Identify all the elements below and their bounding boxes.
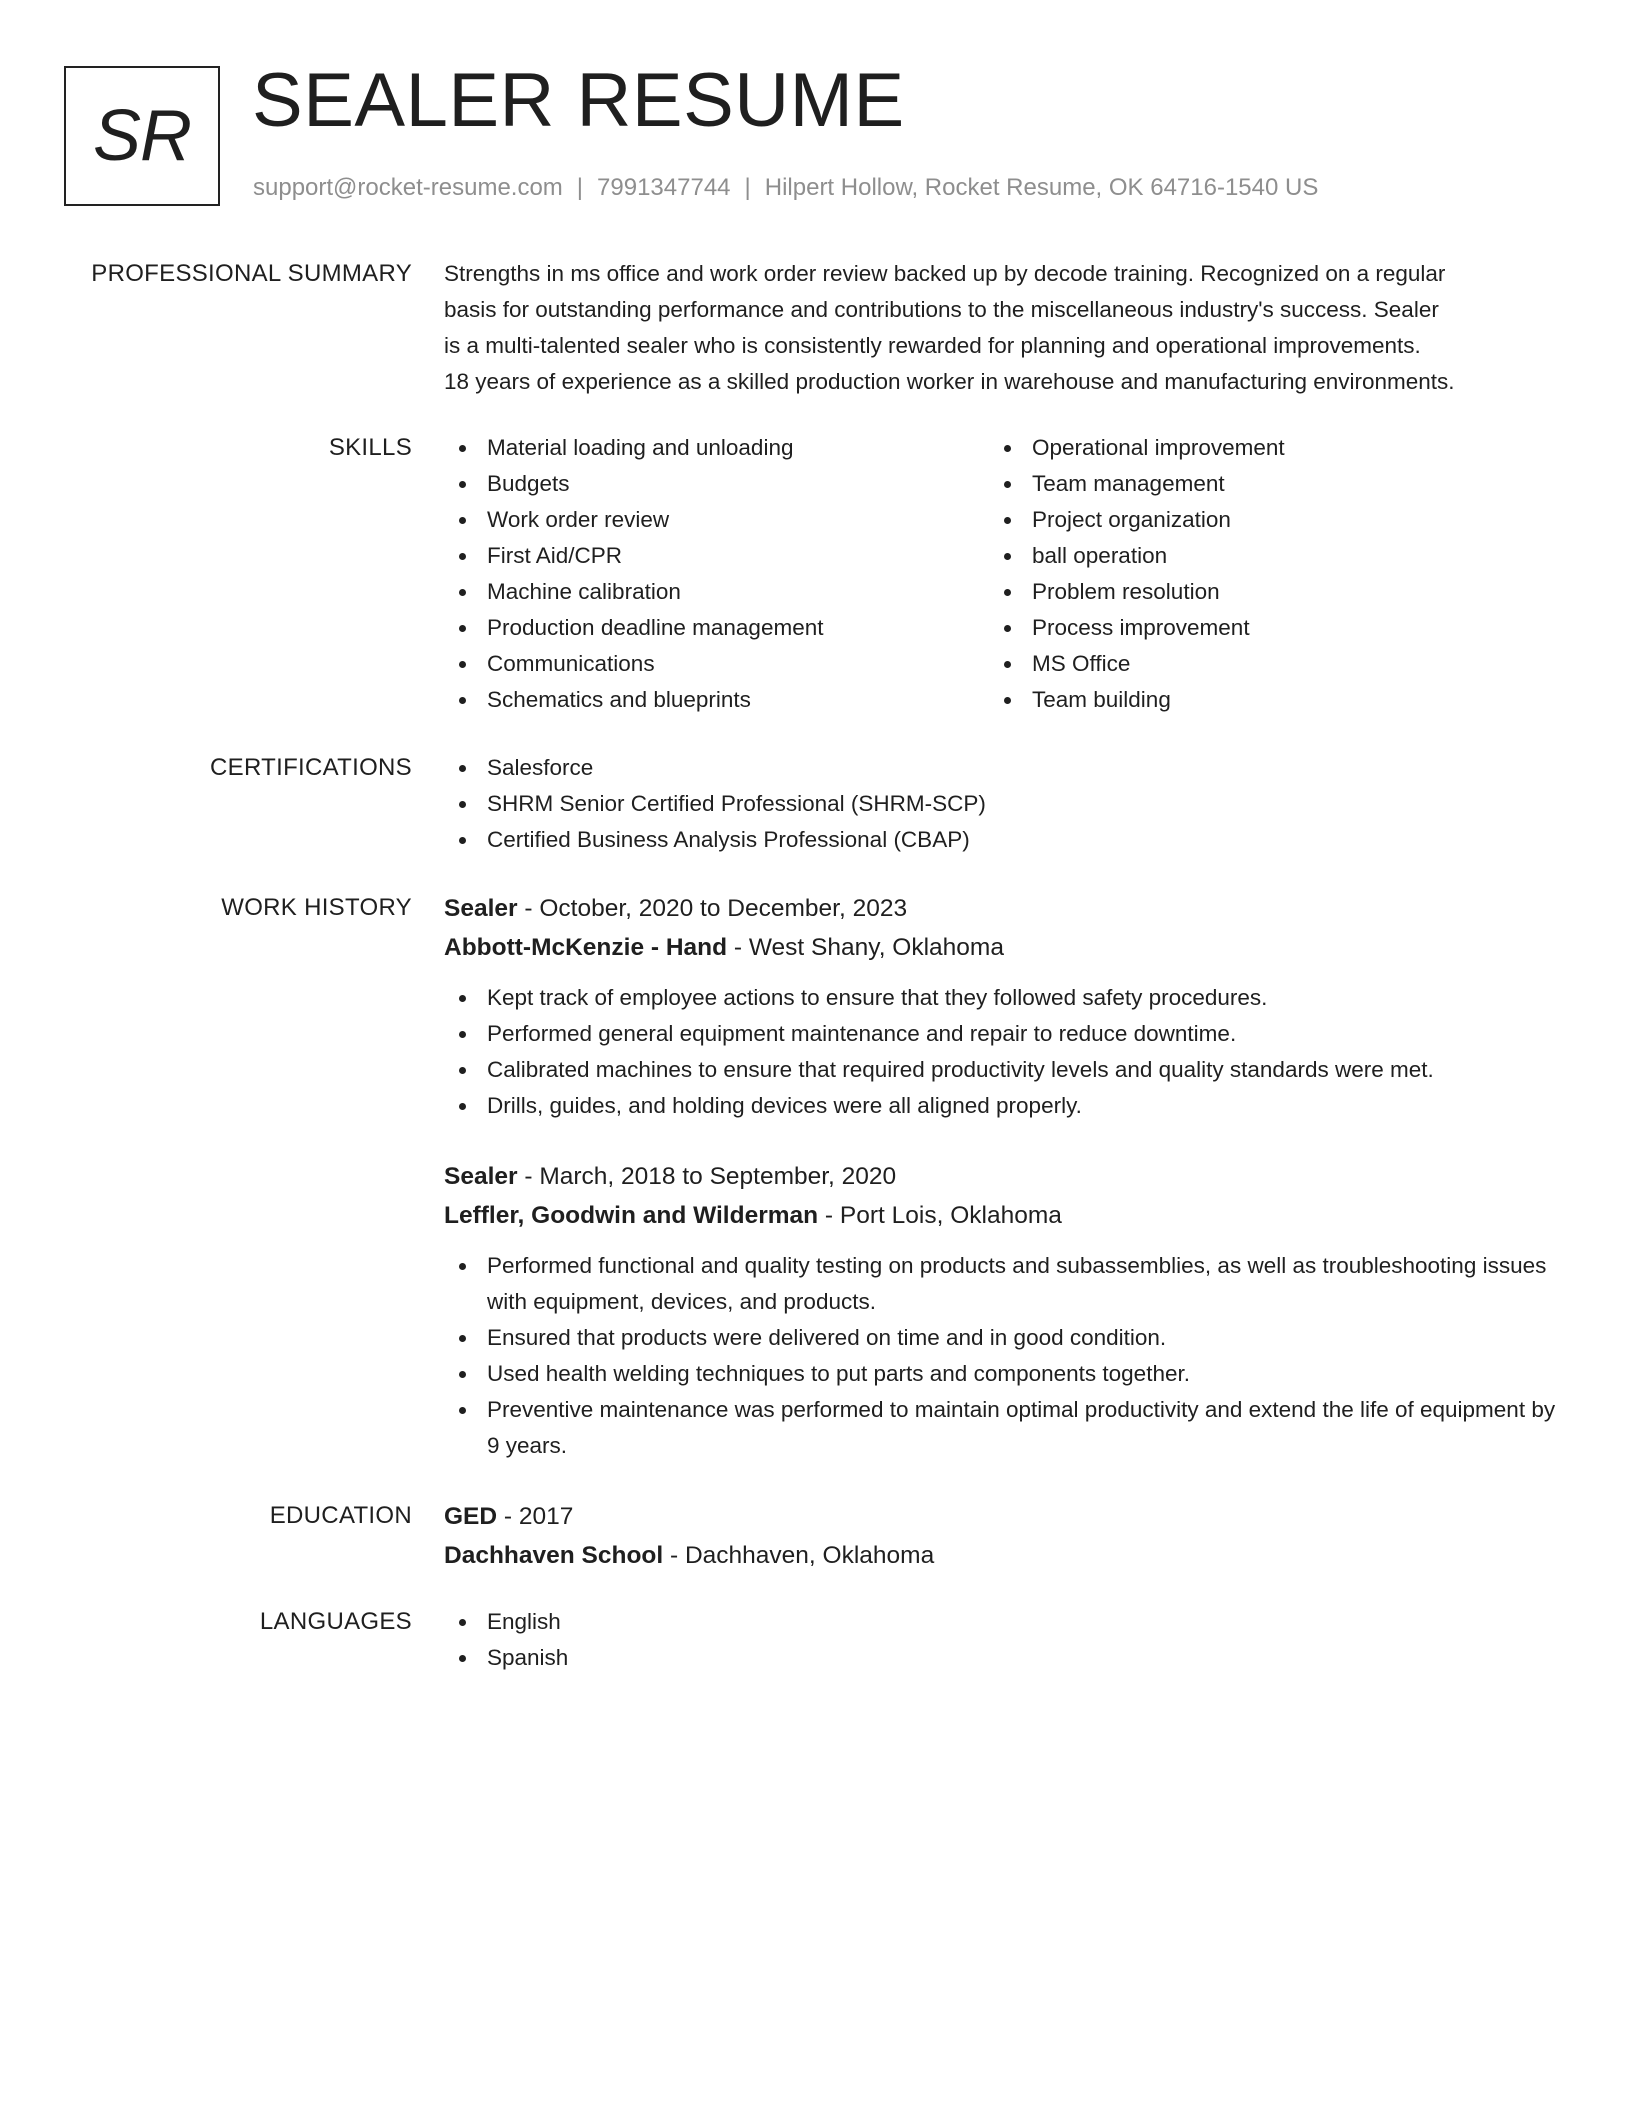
job-entry (444, 890, 1564, 1124)
list-item: Team building (989, 682, 1534, 718)
summary-line: 18 years of experience as a skilled production worker in warehouse and manufacturing environments. (444, 369, 1455, 394)
list-item: ball operation (989, 538, 1534, 574)
list-item: Communications (444, 646, 989, 682)
list-item: Kept track of employee actions to ensure that they followed safety procedures. (444, 980, 1564, 1016)
contact-separator: | (576, 174, 584, 201)
section-label: WORK HISTORY (221, 894, 412, 921)
skills-column-right (989, 430, 1534, 718)
section-label: EDUCATION (269, 1502, 412, 1529)
employer-location: - West Shany, Oklahoma (727, 934, 1004, 961)
certifications-list (444, 750, 1564, 858)
list-item: Performed functional and quality testing on products and subassemblies, as well as troubleshooting issues with equipment, devices, and products. (444, 1248, 1564, 1320)
list-item: First Aid/CPR (444, 538, 989, 574)
list-item: Calibrated machines to ensure that required productivity levels and quality standards were met. (444, 1052, 1564, 1088)
contact-address: Hilpert Hollow, Rocket Resume, OK 64716-1540 US (764, 174, 1319, 201)
employer-location: - Port Lois, Oklahoma (818, 1202, 1062, 1229)
section-label: LANGUAGES (259, 1608, 412, 1635)
employer-line (444, 928, 1564, 968)
summary-line: basis for outstanding performance and contributions to the miscellaneous industry's success. Sealer (444, 297, 1439, 322)
job-title-line (444, 890, 1564, 928)
job-entry (444, 1158, 1564, 1464)
resume-title: SEALER RESUME (252, 58, 905, 143)
list-item: MS Office (989, 646, 1534, 682)
list-item: Operational improvement (989, 430, 1534, 466)
contact-separator: | (744, 174, 751, 201)
languages-list (444, 1604, 1564, 1676)
degree: GED (444, 1503, 498, 1530)
list-item: Certified Business Analysis Professional (CBAP) (444, 822, 1564, 858)
job-dates: - March, 2018 to September, 2020 (517, 1163, 897, 1190)
education-entry (444, 1498, 1564, 1576)
list-item: Salesforce (444, 750, 1564, 786)
employer-name: Abbott-McKenzie - Hand (444, 934, 728, 961)
employer-line (444, 1196, 1564, 1236)
monogram: SR (64, 66, 220, 206)
summary-text (444, 256, 1564, 400)
contact-email: support@rocket-resume.com (253, 174, 563, 201)
list-item: Schematics and blueprints (444, 682, 989, 718)
employer-name: Leffler, Goodwin and Wilderman (444, 1202, 819, 1229)
list-item: English (444, 1604, 1564, 1640)
contact-line (253, 172, 1318, 204)
degree-line (444, 1498, 1564, 1536)
list-item: Production deadline management (444, 610, 989, 646)
job-title: Sealer (444, 1163, 518, 1190)
school-line (444, 1536, 1564, 1576)
list-item: Used health welding techniques to put parts and components together. (444, 1356, 1564, 1392)
list-item: SHRM Senior Certified Professional (SHRM-SCP) (444, 786, 1564, 822)
list-item: Drills, guides, and holding devices were all aligned properly. (444, 1088, 1564, 1124)
list-item: Budgets (444, 466, 989, 502)
list-item: Machine calibration (444, 574, 989, 610)
school-name: Dachhaven School (444, 1542, 664, 1569)
list-item: Preventive maintenance was performed to maintain optimal productivity and extend the life of equipment by 9 years. (444, 1392, 1564, 1464)
summary-line: is a multi-talented sealer who is consistently rewarded for planning and operational improvements. (444, 333, 1421, 358)
list-item: Ensured that products were delivered on time and in good condition. (444, 1320, 1564, 1356)
section-label: SKILLS (328, 434, 412, 461)
list-item: Spanish (444, 1640, 1564, 1676)
skills-list (444, 430, 1564, 718)
list-item: Process improvement (989, 610, 1534, 646)
summary-line: Strengths in ms office and work order review backed up by decode training. Recognized on a regular (444, 261, 1446, 286)
job-title-line (444, 1158, 1564, 1196)
contact-phone: 7991347744 (597, 174, 731, 201)
job-duties (444, 1248, 1564, 1464)
school-location: - Dachhaven, Oklahoma (663, 1542, 935, 1569)
degree-year: - 2017 (497, 1503, 574, 1530)
skills-column-left (444, 430, 989, 718)
list-item: Performed general equipment maintenance and repair to reduce downtime. (444, 1016, 1564, 1052)
section-label: CERTIFICATIONS (210, 754, 412, 781)
job-title: Sealer (444, 895, 518, 922)
job-duties (444, 980, 1564, 1124)
list-item: Work order review (444, 502, 989, 538)
list-item: Team management (989, 466, 1534, 502)
work-history (444, 890, 1564, 1464)
list-item: Problem resolution (989, 574, 1534, 610)
list-item: Material loading and unloading (444, 430, 989, 466)
job-dates: - October, 2020 to December, 2023 (517, 895, 908, 922)
list-item: Project organization (989, 502, 1534, 538)
section-label: PROFESSIONAL SUMMARY (91, 260, 412, 287)
